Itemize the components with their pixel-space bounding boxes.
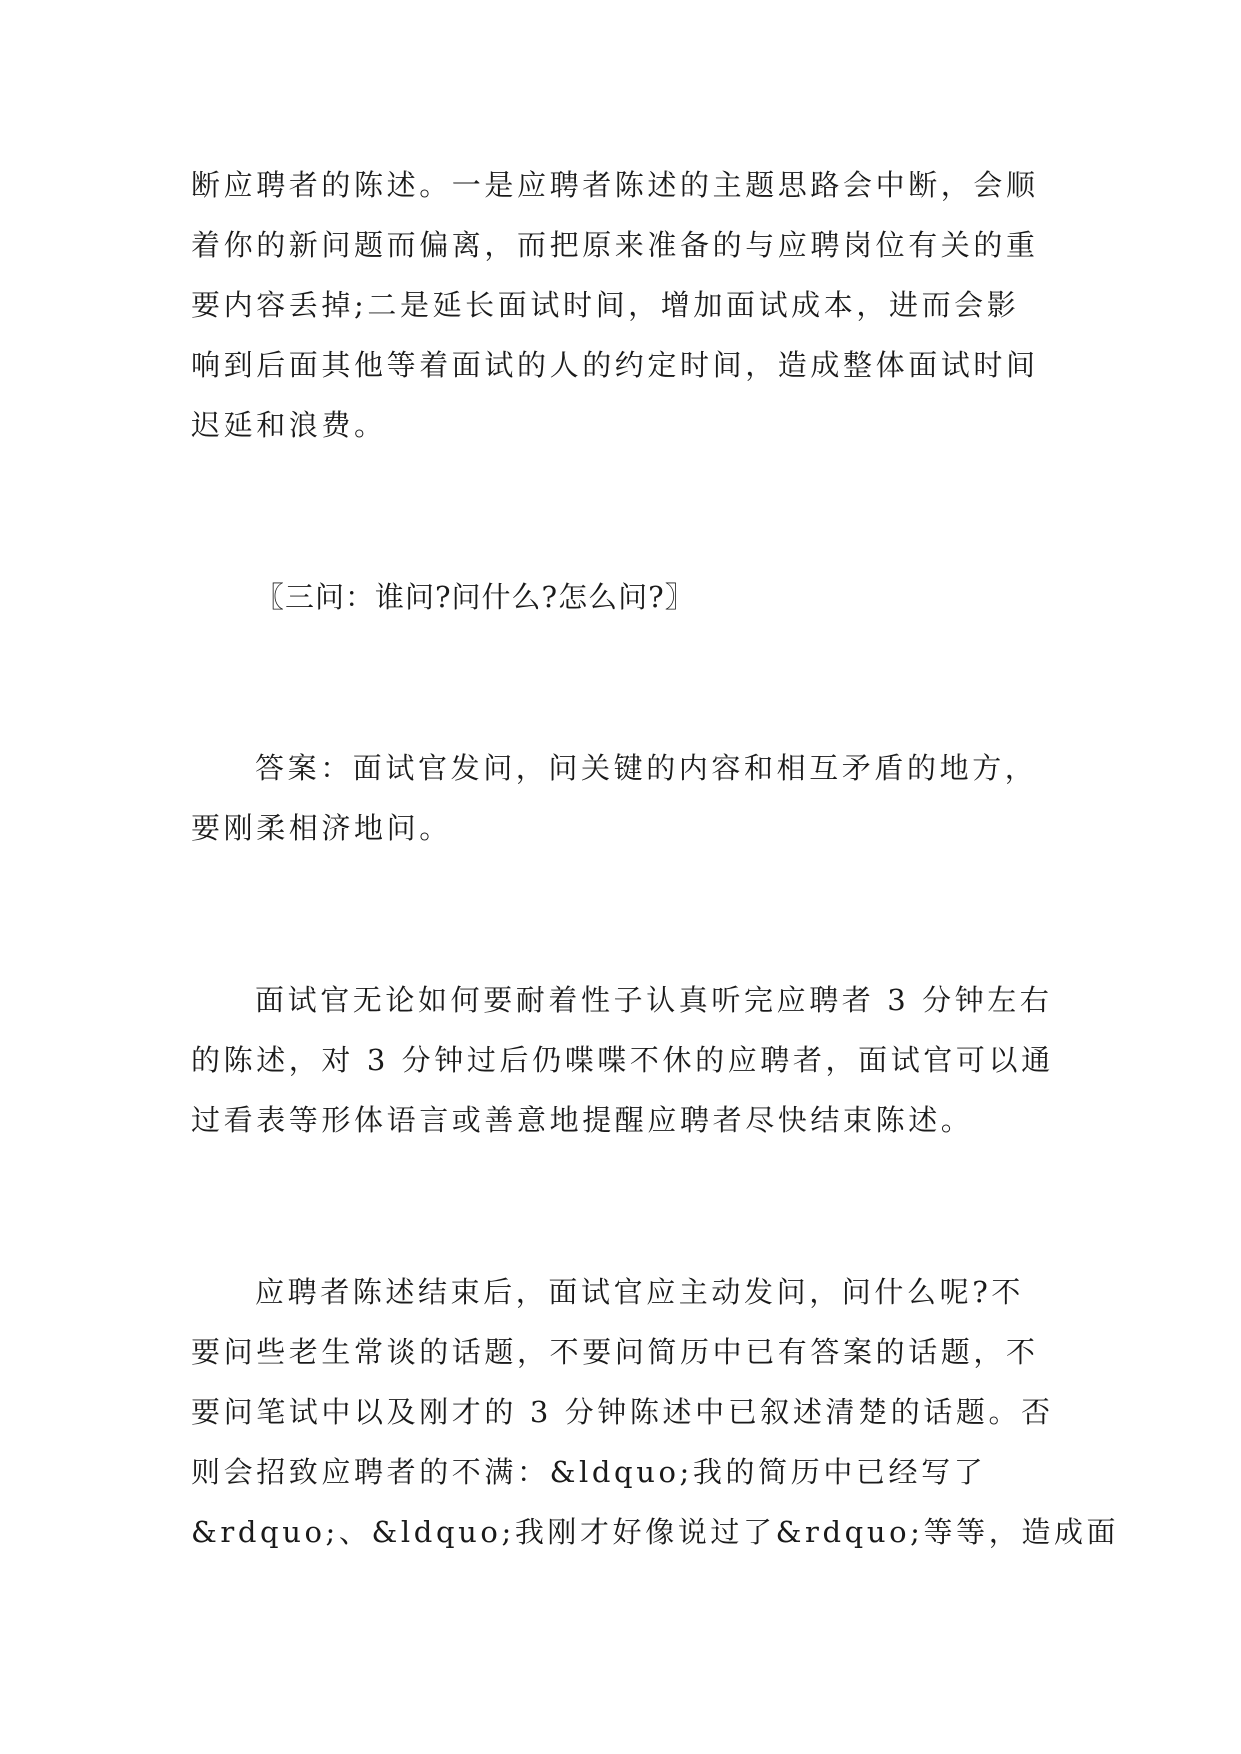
section-heading: 〖三问：谁问?问什么?怎么问?〗 — [255, 580, 695, 614]
paragraph-4-line-5: &rdquo;、&ldquo;我刚才好像说过了&rdquo;等等，造成面 — [191, 1515, 1120, 1549]
paragraph-1-line-2: 着你的新问题而偏离，而把原来准备的与应聘岗位有关的重 — [191, 228, 1039, 262]
paragraph-1-line-3: 要内容丢掉;二是延长面试时间，增加面试成本，进而会影 — [191, 288, 1020, 322]
paragraph-2-line-2: 要刚柔相济地问。 — [191, 811, 452, 845]
paragraph-3-line-1: 面试官无论如何要耐着性子认真听完应聘者 3 分钟左右 — [255, 983, 1053, 1017]
paragraph-4-line-2: 要问些老生常谈的话题，不要问简历中已有答案的话题，不 — [191, 1335, 1039, 1369]
paragraph-2-line-1: 答案：面试官发问，问关键的内容和相互矛盾的地方， — [255, 751, 1038, 785]
paragraph-4-line-4: 则会招致应聘者的不满：&ldquo;我的简历中已经写了 — [191, 1455, 987, 1489]
paragraph-4-line-1: 应聘者陈述结束后，面试官应主动发问，问什么呢?不 — [255, 1275, 1024, 1309]
paragraph-4-line-3: 要问笔试中以及刚才的 3 分钟陈述中已叙述清楚的话题。否 — [191, 1395, 1054, 1429]
paragraph-1-line-5: 迟延和浪费。 — [191, 408, 387, 442]
paragraph-3-line-2: 的陈述，对 3 分钟过后仍喋喋不休的应聘者，面试官可以通 — [191, 1043, 1054, 1077]
paragraph-3-line-3: 过看表等形体语言或善意地提醒应聘者尽快结束陈述。 — [191, 1103, 974, 1137]
paragraph-1-line-4: 响到后面其他等着面试的人的约定时间，造成整体面试时间 — [191, 348, 1039, 382]
paragraph-1-line-1: 断应聘者的陈述。一是应聘者陈述的主题思路会中断，会顺 — [191, 168, 1039, 202]
